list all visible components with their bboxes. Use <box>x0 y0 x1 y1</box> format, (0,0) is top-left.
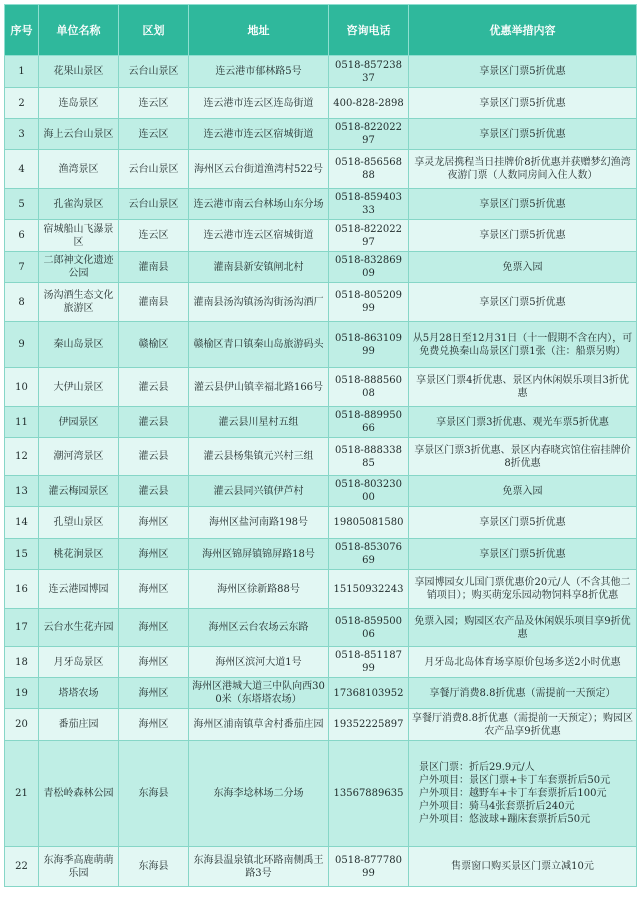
cell-name: 连云港园博园 <box>39 570 119 609</box>
cell-offer: 享餐厅消费8.8折优惠（需提前一天预定）；购园区农产品享9折优惠 <box>409 709 637 741</box>
cell-offer: 享景区门票5折优惠 <box>409 283 637 322</box>
table-row <box>5 56 637 88</box>
table-row <box>5 647 637 678</box>
cell-name: 二郎神文化遗迹公园 <box>39 252 119 283</box>
cell-offer: 免票入园 <box>409 476 637 507</box>
table-row <box>5 150 637 189</box>
cell-offer: 享景区门票5折优惠 <box>409 507 637 539</box>
cell-offer: 免票入园；购园区农产品及休闲娱乐项目享9折优惠 <box>409 609 637 647</box>
cell-area: 云台山景区 <box>119 56 189 88</box>
cell-address: 东海李埝林场二分场 <box>189 741 329 847</box>
offer-line: 景区门票：折后29.9元/人 <box>419 762 535 773</box>
header-area: 区划 <box>119 5 189 56</box>
cell-phone: 0518-85950006 <box>329 609 409 647</box>
cell-name: 月牙岛景区 <box>39 647 119 678</box>
header-no: 序号 <box>5 5 39 56</box>
cell-offer: 享景区门票3折优惠、观光车票5折优惠 <box>409 407 637 438</box>
table-row <box>5 570 637 609</box>
cell-phone: 0518-88833885 <box>329 438 409 476</box>
cell-area: 连云区 <box>119 220 189 252</box>
cell-no: 10 <box>5 368 39 407</box>
table-row <box>5 609 637 647</box>
cell-name: 东海季高鹿萌萌乐园 <box>39 847 119 887</box>
cell-phone: 0518-82202297 <box>329 119 409 150</box>
cell-no: 11 <box>5 407 39 438</box>
cell-no: 2 <box>5 88 39 119</box>
discount-table <box>4 4 637 887</box>
cell-address: 连云港市郁林路5号 <box>189 56 329 88</box>
cell-offer: 享景区门票5折优惠 <box>409 88 637 119</box>
cell-address: 连云港市连云区连岛街道 <box>189 88 329 119</box>
offer-line: 户外项目：越野车+卡丁车套票折后100元 <box>419 788 607 799</box>
cell-name: 孔雀沟景区 <box>39 189 119 220</box>
cell-phone: 17368103952 <box>329 678 409 709</box>
cell-address: 连云港市南云台林场山东分场 <box>189 189 329 220</box>
cell-name: 番茄庄园 <box>39 709 119 741</box>
cell-name: 海上云台山景区 <box>39 119 119 150</box>
cell-phone: 0518-88995066 <box>329 407 409 438</box>
cell-offer: 从5月28日至12月31日（十一假期不含在内），可免费兑换秦山岛景区门票1张（注：船票另购） <box>409 322 637 368</box>
cell-offer: 享景区门票5折优惠 <box>409 220 637 252</box>
cell-no: 20 <box>5 709 39 741</box>
table-row <box>5 322 637 368</box>
table-row <box>5 368 637 407</box>
cell-offer: 享景区门票5折优惠 <box>409 56 637 88</box>
cell-no: 6 <box>5 220 39 252</box>
table-row <box>5 678 637 709</box>
cell-area: 灌云县 <box>119 407 189 438</box>
cell-no: 4 <box>5 150 39 189</box>
cell-name: 连岛景区 <box>39 88 119 119</box>
offer-line: 户外项目：骑马4张套票折后240元 <box>419 801 575 812</box>
cell-address: 赣榆区青口镇秦山岛旅游码头 <box>189 322 329 368</box>
cell-phone: 19805081580 <box>329 507 409 539</box>
cell-area: 海州区 <box>119 609 189 647</box>
cell-area: 云台山景区 <box>119 150 189 189</box>
cell-area: 东海县 <box>119 847 189 887</box>
table-row <box>5 220 637 252</box>
cell-area: 东海县 <box>119 741 189 847</box>
cell-offer: 享景区门票5折优惠 <box>409 539 637 570</box>
cell-area: 海州区 <box>119 507 189 539</box>
cell-name: 渔湾景区 <box>39 150 119 189</box>
table-row <box>5 407 637 438</box>
cell-phone: 0518-85118799 <box>329 647 409 678</box>
cell-no: 9 <box>5 322 39 368</box>
cell-offer: 享景区门票5折优惠 <box>409 189 637 220</box>
cell-address: 海州区锦屏镇锦屏路18号 <box>189 539 329 570</box>
cell-name: 云台水生花卉园 <box>39 609 119 647</box>
cell-area: 连云区 <box>119 88 189 119</box>
header-name: 单位名称 <box>39 5 119 56</box>
cell-phone: 0518-85723837 <box>329 56 409 88</box>
table-row <box>5 88 637 119</box>
cell-offer: 享灵龙居携程当日挂牌价8折优惠并获赠梦幻渔湾夜游门票（人数同房间入住人数） <box>409 150 637 189</box>
cell-address: 灌云县杨集镇元兴村三组 <box>189 438 329 476</box>
cell-phone: 0518-85656888 <box>329 150 409 189</box>
cell-address: 海州区浦南镇草舍村番茄庄园 <box>189 709 329 741</box>
cell-name: 潮河湾景区 <box>39 438 119 476</box>
cell-phone: 0518-86310999 <box>329 322 409 368</box>
cell-name: 汤沟酒生态文化旅游区 <box>39 283 119 322</box>
cell-phone: 0518-82202297 <box>329 220 409 252</box>
offer-line: 户外项目：景区门票+卡丁车套票折后50元 <box>419 775 611 786</box>
cell-name: 花果山景区 <box>39 56 119 88</box>
cell-phone: 0518-83286909 <box>329 252 409 283</box>
cell-name: 孔望山景区 <box>39 507 119 539</box>
cell-area: 灌云县 <box>119 476 189 507</box>
cell-offer: 享景区门票4折优惠、景区内休闲娱乐项目3折优惠 <box>409 368 637 407</box>
cell-no: 14 <box>5 507 39 539</box>
table-row <box>5 438 637 476</box>
cell-phone: 400-828-2898 <box>329 88 409 119</box>
cell-no: 21 <box>5 741 39 847</box>
cell-offer: 售票窗口购买景区门票立减10元 <box>409 847 637 887</box>
table-row <box>5 252 637 283</box>
cell-area: 云台山景区 <box>119 189 189 220</box>
cell-no: 19 <box>5 678 39 709</box>
cell-offer: 享餐厅消费8.8折优惠（需提前一天预定） <box>409 678 637 709</box>
header-offer: 优惠举措内容 <box>409 5 637 56</box>
cell-no: 5 <box>5 189 39 220</box>
cell-offer: 月牙岛北岛体育场享原价包场多送2小时优惠 <box>409 647 637 678</box>
cell-phone: 13567889635 <box>329 741 409 847</box>
cell-address: 灌南县汤沟镇汤沟街汤沟酒厂 <box>189 283 329 322</box>
cell-name: 大伊山景区 <box>39 368 119 407</box>
table-row <box>5 476 637 507</box>
cell-no: 13 <box>5 476 39 507</box>
cell-phone: 0518-88856008 <box>329 368 409 407</box>
cell-name: 秦山岛景区 <box>39 322 119 368</box>
cell-area: 灌云县 <box>119 368 189 407</box>
cell-name: 伊园景区 <box>39 407 119 438</box>
table-body <box>5 56 637 887</box>
cell-offer: 免票入园 <box>409 252 637 283</box>
cell-no: 15 <box>5 539 39 570</box>
cell-no: 22 <box>5 847 39 887</box>
cell-address: 灌南县新安镇闸北村 <box>189 252 329 283</box>
cell-name: 宿城船山飞瀑景区 <box>39 220 119 252</box>
cell-no: 1 <box>5 56 39 88</box>
cell-no: 18 <box>5 647 39 678</box>
cell-offer: 享园博园女儿国门票优惠价20元/人（不含其他二销项目）；购买萌宠乐园动物饲料享8折优惠 <box>409 570 637 609</box>
cell-offer: 享景区门票3折优惠、景区内春晓宾馆住宿挂牌价8折优惠 <box>409 438 637 476</box>
cell-offer <box>409 741 637 847</box>
cell-no: 17 <box>5 609 39 647</box>
cell-name: 塔塔农场 <box>39 678 119 709</box>
cell-area: 海州区 <box>119 678 189 709</box>
cell-area: 海州区 <box>119 647 189 678</box>
cell-no: 7 <box>5 252 39 283</box>
cell-name: 桃花涧景区 <box>39 539 119 570</box>
cell-name: 灌云梅园景区 <box>39 476 119 507</box>
table-row <box>5 189 637 220</box>
header-address: 地址 <box>189 5 329 56</box>
cell-area: 灌云县 <box>119 438 189 476</box>
cell-phone: 0518-87778099 <box>329 847 409 887</box>
cell-phone: 19352225897 <box>329 709 409 741</box>
cell-address: 海州区滨河大道1号 <box>189 647 329 678</box>
cell-address: 海州区港城大道三中队向西300米（东塔塔农场） <box>189 678 329 709</box>
cell-address: 灌云县同兴镇伊芦村 <box>189 476 329 507</box>
cell-area: 海州区 <box>119 709 189 741</box>
table-header-row <box>5 5 637 56</box>
cell-area: 灌南县 <box>119 283 189 322</box>
cell-phone: 0518-80323000 <box>329 476 409 507</box>
cell-phone: 0518-85307669 <box>329 539 409 570</box>
cell-phone: 0518-80520999 <box>329 283 409 322</box>
cell-phone: 0518-85940333 <box>329 189 409 220</box>
cell-area: 赣榆区 <box>119 322 189 368</box>
table-row <box>5 119 637 150</box>
cell-no: 12 <box>5 438 39 476</box>
cell-area: 海州区 <box>119 539 189 570</box>
cell-area: 连云区 <box>119 119 189 150</box>
cell-address: 海州区云台农场云东路 <box>189 609 329 647</box>
cell-address: 海州区盐河南路198号 <box>189 507 329 539</box>
table-row <box>5 741 637 847</box>
table-row <box>5 283 637 322</box>
cell-address: 海州区云台街道渔湾村522号 <box>189 150 329 189</box>
header-phone: 咨询电话 <box>329 5 409 56</box>
table-row <box>5 507 637 539</box>
cell-name: 青松岭森林公园 <box>39 741 119 847</box>
cell-address: 灌云县伊山镇幸福北路166号 <box>189 368 329 407</box>
offer-line: 户外项目：悠波球+蹦床套票折后50元 <box>419 814 591 825</box>
cell-offer: 享景区门票5折优惠 <box>409 119 637 150</box>
table-row <box>5 847 637 887</box>
cell-no: 3 <box>5 119 39 150</box>
cell-address: 连云港市连云区宿城街道 <box>189 119 329 150</box>
cell-address: 灌云县川星村五组 <box>189 407 329 438</box>
table-row <box>5 539 637 570</box>
cell-phone: 15150932243 <box>329 570 409 609</box>
cell-area: 海州区 <box>119 570 189 609</box>
cell-address: 东海县温泉镇北环路南侧禹王路3号 <box>189 847 329 887</box>
table-row <box>5 709 637 741</box>
cell-area: 灌南县 <box>119 252 189 283</box>
cell-address: 海州区徐新路88号 <box>189 570 329 609</box>
cell-address: 连云港市连云区宿城街道 <box>189 220 329 252</box>
cell-no: 16 <box>5 570 39 609</box>
cell-no: 8 <box>5 283 39 322</box>
